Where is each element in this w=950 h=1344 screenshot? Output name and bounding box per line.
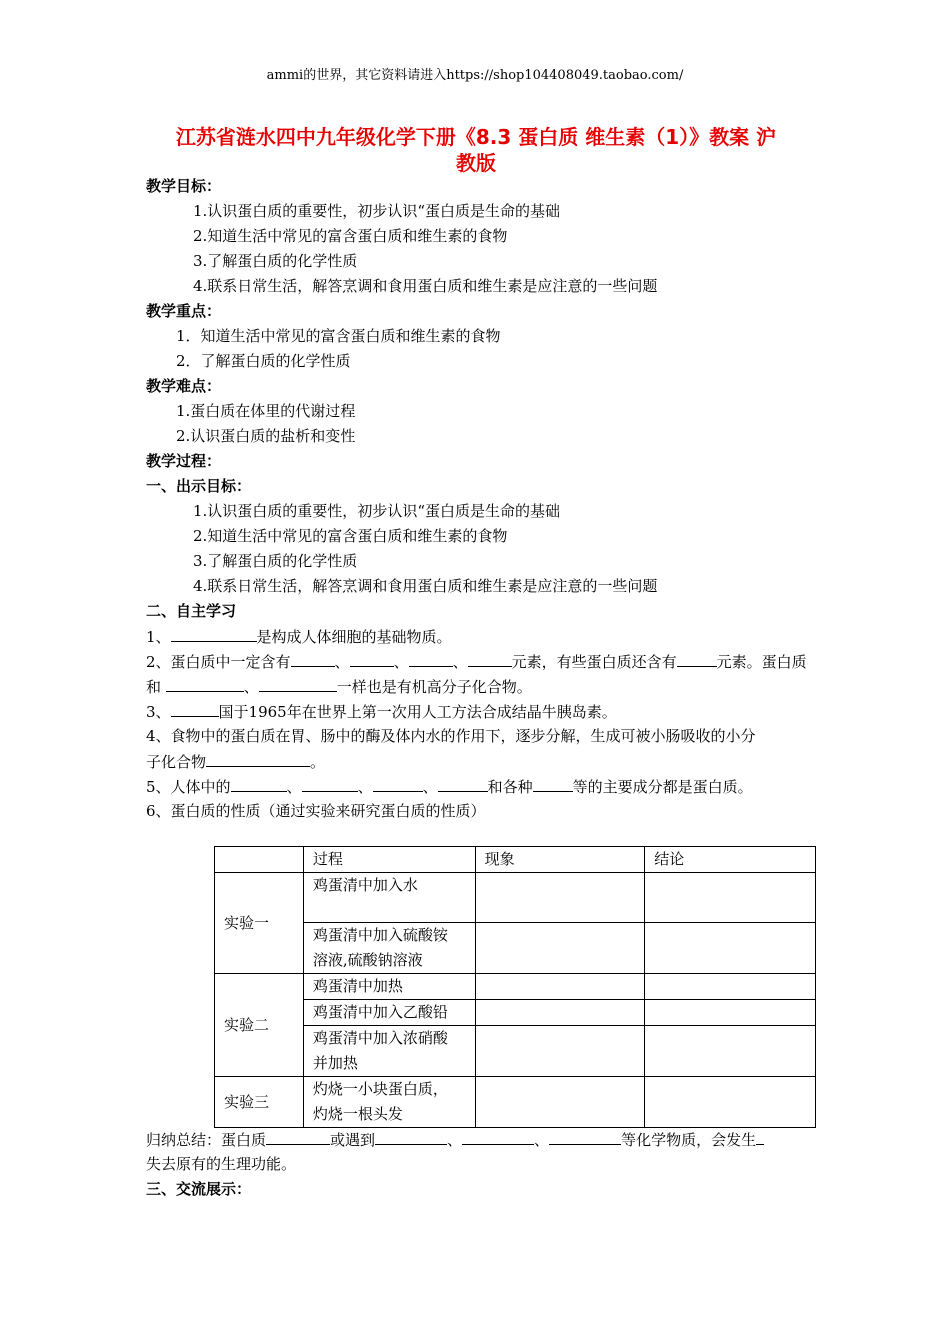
table-row xyxy=(215,923,816,974)
difficulty-item: 1.蛋白质在体里的代谢过程 xyxy=(176,402,356,420)
section1-heading: 一、出示目标： xyxy=(146,477,252,495)
phenomenon-cell[interactable] xyxy=(475,923,645,974)
section1-item: 3.了解蛋白质的化学性质 xyxy=(193,552,358,570)
table-row xyxy=(215,1000,816,1026)
question-3: 3、 国于1965年在世界上第一次用人工方法合成结晶牛胰岛素。 xyxy=(146,700,617,723)
answer-blank[interactable] xyxy=(266,1128,330,1145)
table-header: 结论 xyxy=(645,847,816,873)
process-cell: 鸡蛋清中加入乙酸铅 xyxy=(303,1000,475,1026)
experiment-label: 实验二 xyxy=(215,974,304,1077)
goals-heading: 教学目标： xyxy=(146,177,222,195)
answer-blank[interactable] xyxy=(409,650,453,667)
key-point-item: 1．知道生活中常见的富含蛋白质和维生素的食物 xyxy=(176,327,501,345)
answer-blank[interactable] xyxy=(171,700,219,717)
conclusion-cell[interactable] xyxy=(645,1077,816,1128)
answer-blank[interactable] xyxy=(166,675,244,692)
question-6: 6、蛋白质的性质（通过实验来研究蛋白质的性质） xyxy=(146,802,486,820)
process-cell: 鸡蛋清中加入水 xyxy=(303,873,475,923)
answer-blank[interactable] xyxy=(468,650,512,667)
phenomenon-cell[interactable] xyxy=(475,873,645,923)
answer-blank[interactable] xyxy=(756,1128,764,1145)
process-heading: 教学过程： xyxy=(146,452,222,470)
document-title xyxy=(140,124,812,176)
section2-heading: 二、自主学习 xyxy=(146,602,237,620)
process-cell: 鸡蛋清中加入浓硝酸 并加热 xyxy=(303,1026,475,1077)
table-header xyxy=(215,847,304,873)
question-5: 5、人体中的 、 、 、 和各种 等的主要成分都是蛋白质。 xyxy=(146,775,753,798)
goal-item: 2.知道生活中常见的富含蛋白质和维生素的食物 xyxy=(193,227,508,245)
conclusion-cell[interactable] xyxy=(645,974,816,1000)
table-row xyxy=(215,1077,816,1128)
page-header: ammi的世界，其它资料请进入https://shop104408049.taobao.com/ xyxy=(266,68,684,83)
process-cell: 灼烧一小块蛋白质， 灼烧一根头发 xyxy=(303,1077,475,1128)
goal-item: 3.了解蛋白质的化学性质 xyxy=(193,252,358,270)
answer-blank[interactable] xyxy=(291,650,335,667)
table-header-row xyxy=(215,847,816,873)
process-cell: 鸡蛋清中加入硫酸铵 溶液,硫酸钠溶液 xyxy=(303,923,475,974)
summary-line: 归纳总结：蛋白质 或遇到 、 、 等化学物质，会发生 xyxy=(146,1128,764,1151)
section3-heading: 三、交流展示： xyxy=(146,1180,252,1198)
answer-blank[interactable] xyxy=(375,1128,447,1145)
conclusion-cell[interactable] xyxy=(645,1000,816,1026)
table-row xyxy=(215,1026,816,1077)
section1-item: 1.认识蛋白质的重要性，初步认识“蛋白质是生命的基础 xyxy=(193,502,560,520)
phenomenon-cell[interactable] xyxy=(475,1000,645,1026)
phenomenon-cell[interactable] xyxy=(475,1077,645,1128)
goal-item: 1.认识蛋白质的重要性，初步认识“蛋白质是生命的基础 xyxy=(193,202,560,220)
answer-blank[interactable] xyxy=(350,650,394,667)
answer-blank[interactable] xyxy=(231,775,287,792)
phenomenon-cell[interactable] xyxy=(475,1026,645,1077)
question-4: 4、食物中的蛋白质在胃、肠中的酶及体内水的作用下，逐步分解，生成可被小肠吸收的小分 xyxy=(146,727,756,745)
table-row xyxy=(215,873,816,923)
conclusion-cell[interactable] xyxy=(645,873,816,923)
answer-blank[interactable] xyxy=(171,625,257,642)
question-1: 1、 是构成人体细胞的基础物质。 xyxy=(146,625,452,648)
question-2-cont: 和 、 一样也是有机高分子化合物。 xyxy=(146,675,532,698)
experiment-label: 实验三 xyxy=(215,1077,304,1128)
phenomenon-cell[interactable] xyxy=(475,974,645,1000)
answer-blank[interactable] xyxy=(438,775,488,792)
conclusion-cell[interactable] xyxy=(645,1026,816,1077)
answer-blank[interactable] xyxy=(206,750,310,767)
title-line-2: 教版 xyxy=(456,151,496,175)
answer-blank[interactable] xyxy=(677,650,717,667)
experiment-label: 实验一 xyxy=(215,873,304,974)
key-points-heading: 教学重点： xyxy=(146,302,222,320)
answer-blank[interactable] xyxy=(302,775,358,792)
question-2: 2、蛋白质中一定含有 、 、 、 元素，有些蛋白质还含有 元素。蛋白质 xyxy=(146,650,807,673)
title-line-1: 江苏省涟水四中九年级化学下册《8.3 蛋白质 维生素（1）》教案 沪 xyxy=(175,125,777,149)
table-header: 过程 xyxy=(303,847,475,873)
answer-blank[interactable] xyxy=(549,1128,621,1145)
process-cell: 鸡蛋清中加热 xyxy=(303,974,475,1000)
summary-line-2: 失去原有的生理功能。 xyxy=(146,1155,297,1173)
answer-blank[interactable] xyxy=(373,775,423,792)
question-4-cont: 子化合物 。 xyxy=(146,750,325,773)
goal-item: 4.联系日常生活，解答烹调和食用蛋白质和维生素是应注意的一些问题 xyxy=(193,277,658,295)
answer-blank[interactable] xyxy=(533,775,573,792)
conclusion-cell[interactable] xyxy=(645,923,816,974)
answer-blank[interactable] xyxy=(259,675,337,692)
difficulty-item: 2.认识蛋白质的盐析和变性 xyxy=(176,427,356,445)
answer-blank[interactable] xyxy=(462,1128,534,1145)
key-point-item: 2．了解蛋白质的化学性质 xyxy=(176,352,351,370)
section1-item: 2.知道生活中常见的富含蛋白质和维生素的食物 xyxy=(193,527,508,545)
experiment-table xyxy=(214,846,816,1128)
difficulties-heading: 教学难点： xyxy=(146,377,222,395)
table-row xyxy=(215,974,816,1000)
section1-item: 4.联系日常生活，解答烹调和食用蛋白质和维生素是应注意的一些问题 xyxy=(193,577,658,595)
table-header: 现象 xyxy=(475,847,645,873)
